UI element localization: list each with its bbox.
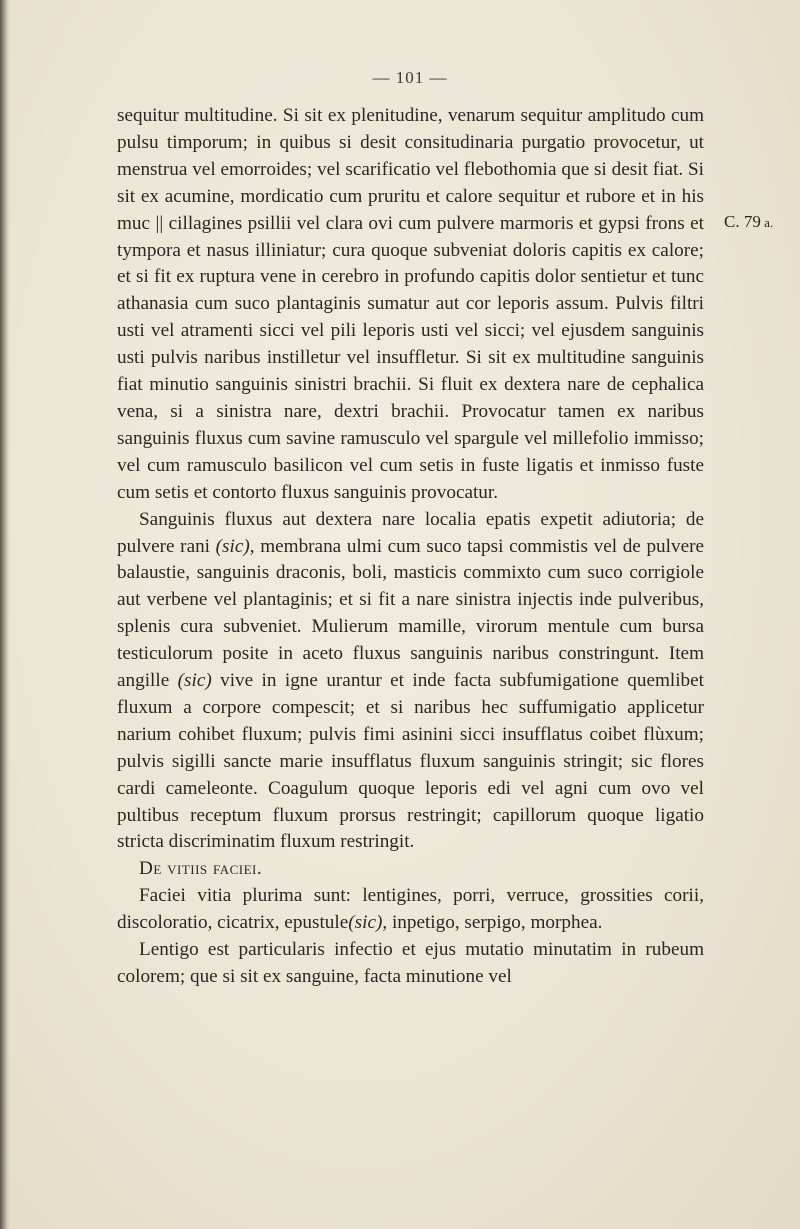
paragraph-2 (117, 507, 704, 857)
margin-reference-sub: a. (760, 215, 774, 230)
paragraph-4: Lentigo est particularis infectio et ejus mutatio minutatim in rubeum colorem; que si sit ex sanguine, facta minutione vel (117, 939, 704, 987)
sic-note: (sic) (215, 535, 250, 557)
paragraph-3-part-a: Faciei vitia plurima sunt: lentigines, porri, verruce, grossities corii, discoloratio, cicatrix, epustule (117, 885, 704, 934)
page-number: — 101 — (372, 68, 448, 87)
paragraph-2-part-b: , membrana ulmi cum suco tapsi commistis vel de pulvere balaustie, sanguinis draconis, boli, masticis commixto cum suco corrigiole aut verbene vel plantaginis; et si fit a nare sinistra injectis inde pulveribus, splenis cura subveniet. Mulierum mamille, virorum mentule cum bursa testiculorum posite in aceto fluxus sanguinis naribus constringunt. Item angille (117, 535, 704, 692)
sic-note: (sic) (177, 670, 212, 692)
binding-shadow (0, 0, 10, 1229)
section-heading-text: De vitiis faciei. (139, 858, 263, 880)
margin-reference-main: C. 79 (724, 212, 761, 231)
body-text (117, 103, 704, 991)
margin-reference (724, 212, 773, 232)
paragraph-3-part-b: , inpetigo, serpigo, morphea. (382, 912, 603, 934)
section-heading (117, 856, 704, 883)
paragraph-2-part-a: Sanguinis fluxus aut dextera nare localia epatis expetit adiutoria; de pulvere rani (117, 508, 704, 557)
paragraph-2-part-c: vive in igne urantur et inde facta subfumigatione quemlibet fluxum a corpore compescit; et si naribus hec suffumigatio applicetur narium cohibet fluxum; pulvis fimi asinini sicci insufflatus coibet flùxum; pulvis sigilli sancte marie insufflatus fluxum sanguinis stringit; sic flores cardi cameleonte. Coagulum quoque leporis edi vel agni cum ovo vel pultibus receptum fluxum prorsus restringit; capillorum quoque ligatio stricta discriminatim fluxum restringit. (117, 670, 705, 853)
sic-note: (sic) (348, 912, 383, 934)
paragraph-1: sequitur multitudine. Si sit ex plenitudine, venarum sequitur amplitudo cum pulsu timporum; in quibus si desit consitudinaria purgatio provocetur, ut menstrua vel emorroides; vel scarificatio vel flebothomia que si desit fiat. Si sit ex acumine, mordicatio cum pruritu et calore sequitur et rubore et in his muc || cillagines psillii vel clara ovi cum pulvere marmoris et gypsi frons et tympora et nasus illiniatur; cura quoque subveniat doloris capitis ex calore; et si fit ex ruptura vene in cerebro in profundo capitis dolor sentietur et tunc athanasia cum suco plantaginis sumatur aut cor leporis assum. Pulvis filtri usti vel atramenti sicci vel pili leporis usti vel sicci; vel ejusdem sanguinis usti pulvis naribus instilletur vel insuffletur. Si sit ex multitudine sanguinis fiat minutio sanguinis sinistri brachii. Si fluit ex dextera nare de cephalica vena, si a sinistra nare, dextri brachii. Provocatur tamen ex naribus sanguinis fluxus cum savine ramusculo vel spargule vel millefolio immisso; vel cum ramusculo basilicon vel cum setis in fuste ligatis et inmisso fuste cum setis et contorto fluxus sanguinis provocatur. (117, 105, 704, 503)
paragraph-3 (117, 883, 704, 937)
